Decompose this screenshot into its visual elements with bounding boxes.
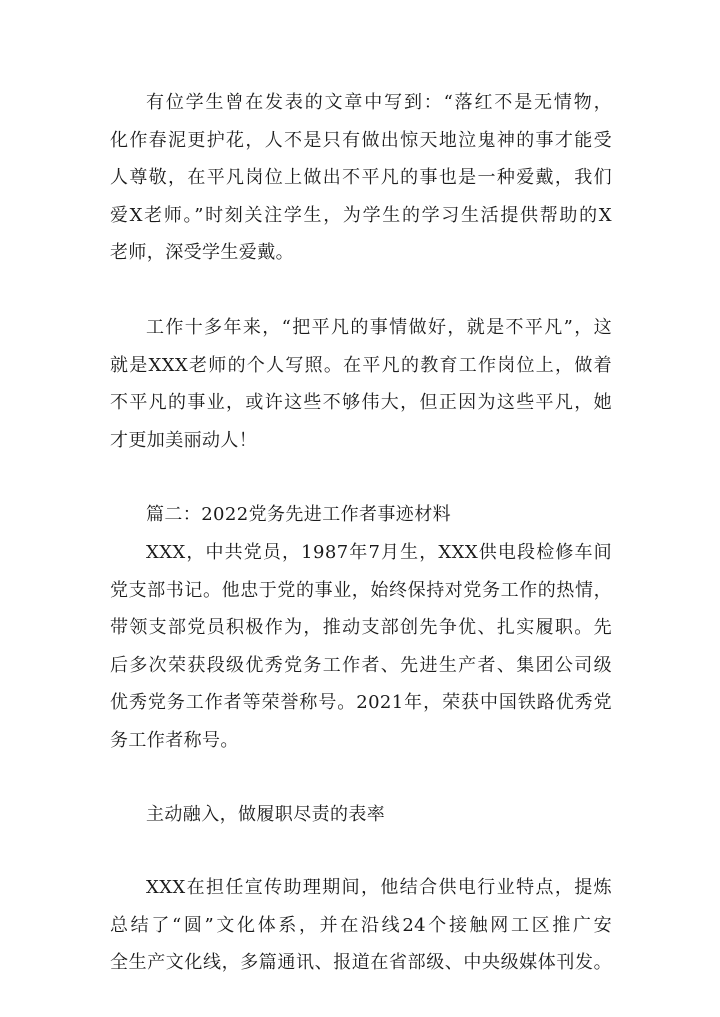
paragraph-4 [110,869,612,982]
paragraph-spacer [110,272,612,309]
sub-heading [110,796,612,834]
text-line: 总结了“圆”文化体系，并在沿线24个接触网工区推广安 [110,914,612,936]
text-line: 工作十多年来，“把平凡的事情做好，就是不平凡”，这 [146,316,612,338]
text-line: 化作春泥更护花，人不是只有做出惊天地泣鬼神的事才能受 [110,129,612,151]
text-line: 后多次荣获段级优秀党务工作者、先进生产者、集团公司级 [110,654,612,676]
text-line: 才更加美丽动人！ [110,429,258,451]
section-heading [110,496,612,534]
paragraph-spacer [110,459,612,496]
text-line: XXX在担任宣传助理期间，他结合供电行业特点，提炼 [146,877,612,899]
text-line: 篇二：2022党务先进工作者事迹材料 [146,504,452,526]
paragraph-spacer [110,760,612,796]
paragraph-3 [110,534,612,760]
text-line: 带领支部党员积极作为，推动支部创先争优、扎实履职。先 [110,617,612,639]
text-line: 优秀党务工作者等荣誉称号。2021年，荣获中国铁路优秀党 [110,692,612,714]
text-line: 党支部书记。他忠于党的事业，始终保持对党务工作的热情， [110,579,612,601]
text-line: 务工作者称号。 [110,729,239,751]
text-line: 就是XXX老师的个人写照。在平凡的教育工作岗位上，做着 [110,354,612,376]
text-line: 老师，深受学生爱戴。 [110,242,294,264]
text-line: 不平凡的事业，或许这些不够伟大，但正因为这些平凡，她 [110,392,612,414]
text-line: 爱X老师。”时刻关注学生，为学生的学习生活提供帮助的X [110,204,612,226]
paragraph-spacer [110,833,612,869]
paragraph-1 [110,84,612,272]
paragraph-2 [110,309,612,459]
document-page [110,84,612,982]
text-line: 人尊敬，在平凡岗位上做出不平凡的事也是一种爱戴，我们 [110,167,612,189]
text-line: XXX，中共党员，1987年7月生，XXX供电段检修车间 [146,541,612,563]
text-line: 全生产文化线，多篇通讯、报道在省部级、中央级媒体刊发。 [110,952,612,974]
text-line: 有位学生曾在发表的文章中写到：“落红不是无情物， [146,92,612,113]
text-line: 主动融入，做履职尽责的表率 [146,803,386,825]
